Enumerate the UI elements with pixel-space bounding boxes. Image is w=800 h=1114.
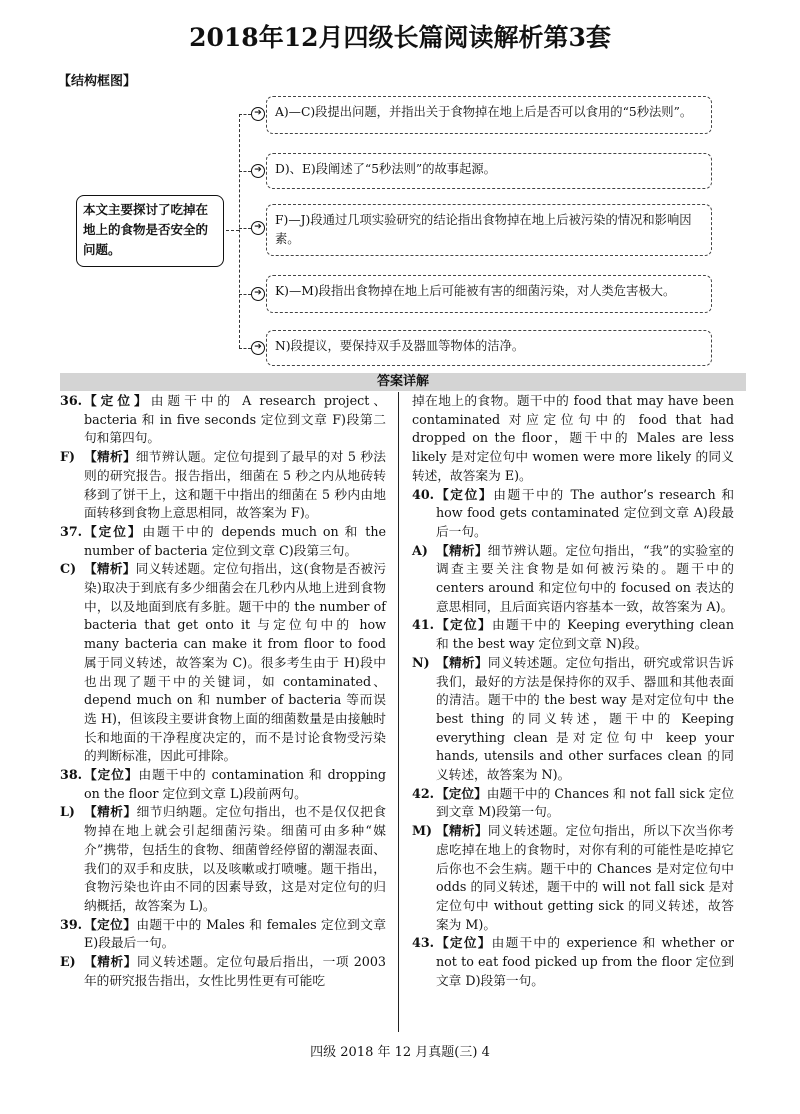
answer-item: L) 【精析】细节归纳题。定位句指出，也不是仅仅把食物掉在地上就会引起细菌污染。细菌可由多种“媒介”携带，包括生的食物、细菌曾经停留的潮湿表面、我们的双手和皮肤，以及咳嗽或打喷嚏。题干指出，食物污染也许由不同的因素导致，这是对定位句的归纳概括，故答案为 L)。: [60, 804, 387, 913]
answer-item: 40. 【定位】由题干中的 The author’s research 和 how food gets contaminated 定位到文章 A)段最后一句。: [412, 486, 735, 539]
answer-item: 掉在地上的食物。题干中的 food that may have been contaminated 对应定位句中的 food that had dropped on the floor，题干中的 Males are less likely 是对定位句中 women were more likely 的同义转述，故答案为 E)。: [412, 393, 734, 483]
answer-item: 38. 【定位】由题干中的 contamination 和 dropping on the floor 定位到文章 L)段前两句。: [60, 767, 386, 801]
answer-item: 41. 【定位】由题干中的 Keeping everything clean 和 the best way 定位到文章 N)段。: [412, 617, 735, 652]
answer-item: 42. 【定位】由题干中的 Chances 和 not fall sick 定位到文章 M)段第一句。: [412, 785, 734, 820]
connector-spine: [239, 114, 240, 348]
branch-line: [239, 294, 251, 295]
answers-column-right: [412, 392, 734, 991]
branch-line: [239, 228, 251, 229]
structure-box-a-c: A)—C)段提出问题，并指出关于食物掉在地上后是否可以食用的“5秒法则”。: [266, 96, 712, 134]
answer-item: 43. 【定位】由题干中的 experience 和 whether or not to eat food picked up from the floor 定位到文章 D)段第一句。: [412, 935, 735, 988]
answer-item: 37. 【定位】由题干中的 depends much on 和 the number of bacteria 定位到文章 C)段第三句。: [60, 523, 386, 558]
answers-heading: 答案详解: [376, 374, 429, 389]
answer-item: A) 【精析】细节辨认题。定位句指出，“我”的实验室的调查主要关注食物是如何被污染的。题干中的 centers around 和定位句中的 focused on 表达的意思相同，且后面宾语内容基本一致，故答案为 A)。: [412, 542, 734, 614]
answer-item: N) 【精析】同义转述题。定位句指出，研究或常识告诉我们，最好的方法是保持你的双手、器皿和其他表面的清洁。题干中的 the best way 是对定位句中 the best thing 的同义转述，题干中的 Keeping everything clean 是对定位句中 keep your hands, utensils and other surfaces clean 的同义转述，故答案为 N)。: [412, 654, 734, 783]
answer-item: E) 【精析】同义转述题。定位句最后指出，一项 2003 年的研究报告指出，女性比男性更有可能吃: [60, 954, 387, 988]
structure-box-n: N)段提议，要保持双手及器皿等物体的洁净。: [266, 330, 712, 366]
main-idea-box: 本文主要探讨了吃掉在地上的食物是否安全的问题。: [76, 195, 224, 267]
branch-line: [239, 114, 251, 115]
branch-line: [239, 348, 251, 349]
column-divider: [398, 392, 399, 1032]
answer-item: C) 【精析】同义转述题。定位句指出，这(食物是否被污染)取决于到底有多少细菌会在几秒内从地上进到食物中，以及地面到底有多脏。题干中的 the number of bacteria that get onto it 与定位句中的 how many bacteria can make it from floor to food 属于同义转述，故答案为 C)。很多考生由于 H)段中也出现了题干中的关键词，如 contaminated、depend much on 和 number of bacteria 等而误选 H)，但该段主要讲食物上面的细菌数量是由接触时长和地面的干净程度决定的，而不是讨论食物受污染的判断标准，因此可排除。: [60, 561, 387, 764]
structure-box-f-j: F)—J)段通过几项实验研究的结论指出食物掉在地上后被污染的情况和影响因素。: [266, 204, 712, 256]
arrow-right-icon: ➔: [251, 287, 265, 301]
structure-box-d-e: D)、E)段阐述了“5秒法则”的故事起源。: [266, 153, 712, 189]
arrow-right-icon: ➔: [251, 221, 265, 235]
arrow-right-icon: ➔: [251, 164, 265, 178]
answers-banner: [60, 373, 746, 391]
structure-box-k-m: K)—M)段指出食物掉在地上后可能被有害的细菌污染，对人类危害极大。: [266, 275, 712, 313]
page-title: 2018年12月四级长篇阅读解析第3套: [189, 23, 611, 52]
page-footer: 四级 2018 年 12 月真题(三) 4: [310, 1045, 490, 1060]
arrow-right-icon: ➔: [251, 341, 265, 355]
answers-column-left: [60, 392, 386, 991]
answer-item: F) 【精析】细节辨认题。定位句提到了最早的对 5 秒法则的研究报告。报告指出，细菌在 5 秒之内从地砖转移到了饼干上，这和题干中指出的细菌在 5 秒内由地面转移到食物上意思相同，故答案为 F)。: [60, 449, 386, 521]
answer-item: 36. 【定位】由题干中的 A research project、bacteria 和 in five seconds 定位到文章 F)段第二句和第四句。: [60, 393, 386, 446]
answer-item: M) 【精析】同义转述题。定位句指出，所以下次当你考虑吃掉在地上的食物时，对你有利的可能性是吃掉它后你也不会生病。题干中的 Chances 是对定位句中 odds 的同义转述，题干中的 will not fall sick 是对定位句中 without getting sick 的同义转述，故答案为 M)。: [412, 823, 734, 932]
branch-line: [239, 171, 251, 172]
answer-item: 39. 【定位】由题干中的 Males 和 females 定位到文章 E)段最后一句。: [60, 916, 387, 951]
arrow-right-icon: ➔: [251, 107, 265, 121]
structure-label: 【结构框图】: [58, 74, 137, 89]
connector-line: [226, 230, 239, 231]
